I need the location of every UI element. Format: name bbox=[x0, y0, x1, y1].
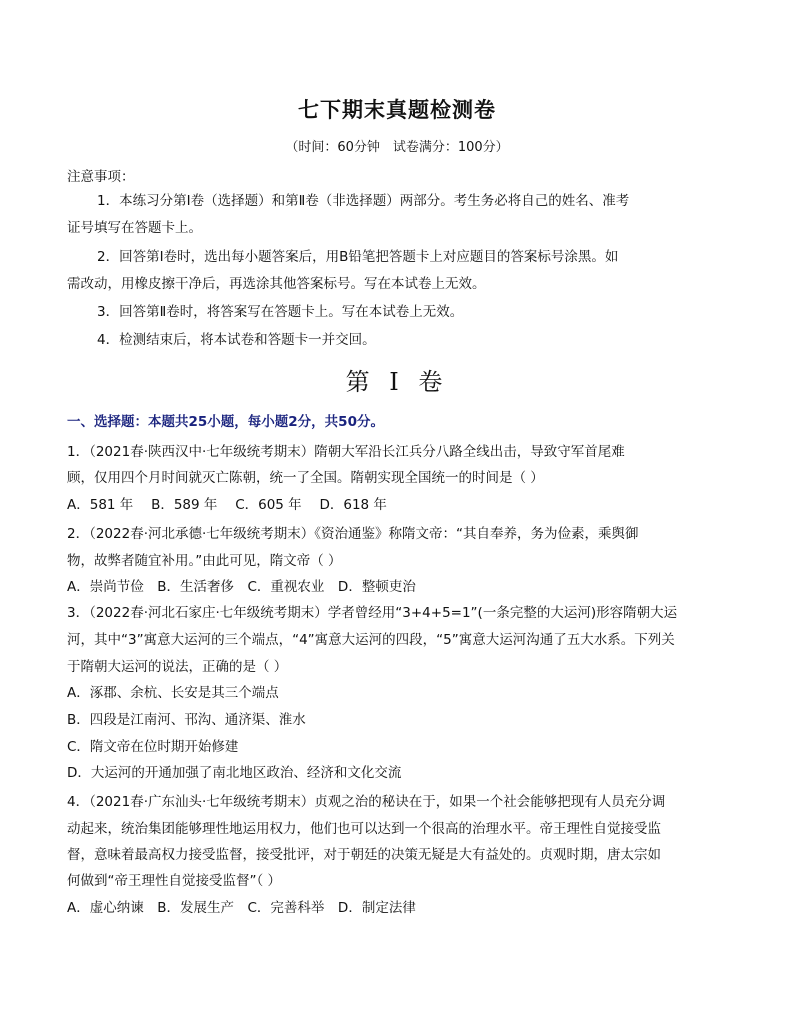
question-1-stem: 1．（2021春·陕西汉中·七年级统考期末）隋朝大军沿长江兵分八路全线出击，导致守军首尾难 bbox=[67, 444, 625, 460]
question-3-stem: 于隋朝大运河的说法，正确的是（ ） bbox=[67, 659, 288, 675]
question-1-options: A．581 年 B．589 年 C．605 年 D．618 年 bbox=[67, 497, 387, 513]
notes-heading: 注意事项： bbox=[67, 169, 135, 185]
question-2-stem: 2．（2022春·河北承德·七年级统考期末）《资治通鉴》称隋文帝：“其自奉养，务为俭素，乘舆御 bbox=[67, 526, 639, 542]
question-4-options: A．虚心纳谏 B．发展生产 C．完善科举 D．制定法律 bbox=[67, 900, 416, 916]
exam-info: （时间：60分钟 试卷满分：100分） bbox=[285, 140, 509, 155]
question-4-stem: 何做到“帝王理性自觉接受监督”（ ） bbox=[67, 873, 282, 889]
note-line: 2．回答第Ⅰ卷时，选出每小题答案后，用B铅笔把答题卡上对应题目的答案标号涂黑。如 bbox=[97, 249, 619, 265]
question-3-option-b: B．四段是江南河、邗沟、通济渠、淮水 bbox=[67, 712, 306, 728]
question-3-option-c: C．隋文帝在位时期开始修建 bbox=[67, 739, 239, 755]
part-heading: 一、选择题：本题共25小题，每小题2分，共50分。 bbox=[67, 414, 384, 430]
question-3-option-a: A．涿郡、余杭、长安是其三个端点 bbox=[67, 685, 279, 701]
question-2-stem: 物，故弊者随宜补用。”由此可见，隋文帝（ ） bbox=[67, 553, 342, 569]
note-line: 证号填写在答题卡上。 bbox=[67, 220, 202, 236]
question-3-option-d: D．大运河的开通加强了南北地区政治、经济和文化交流 bbox=[67, 765, 402, 781]
page-title: 七下期末真题检测卷 bbox=[298, 98, 496, 122]
question-3-stem: 河，其中“3”寓意大运河的三个端点，“4”寓意大运河的四段，“5”寓意大运河沟通了五大水系。下列关 bbox=[67, 632, 675, 648]
note-line: 1．本练习分第Ⅰ卷（选择题）和第Ⅱ卷（非选择题）两部分。考生务必将自己的姓名、准考 bbox=[97, 193, 630, 209]
note-line: 4．检测结束后，将本试卷和答题卡一并交回。 bbox=[97, 332, 376, 348]
section-title: 第 I 卷 bbox=[345, 368, 449, 396]
note-line: 3．回答第Ⅱ卷时，将答案写在答题卡上。写在本试卷上无效。 bbox=[97, 304, 464, 320]
question-4-stem: 督，意味着最高权力接受监督，接受批评，对于朝廷的决策无疑是大有益处的。贞观时期，唐太宗如 bbox=[67, 847, 661, 863]
question-3-stem: 3．（2022春·河北石家庄·七年级统考期末）学者曾经用“3+4+5=1”(一条完整的大运河)形容隋朝大运 bbox=[67, 605, 678, 621]
question-4-stem: 动起来，统治集团能够理性地运用权力，他们也可以达到一个很高的治理水平。帝王理性自觉接受监 bbox=[67, 821, 661, 837]
question-1-stem: 顾，仅用四个月时间就灭亡陈朝，统一了全国。隋朝实现全国统一的时间是（ ） bbox=[67, 470, 544, 486]
question-4-stem: 4．（2021春·广东汕头·七年级统考期末）贞观之治的秘诀在于，如果一个社会能够把现有人员充分调 bbox=[67, 794, 666, 810]
question-2-options: A．崇尚节俭 B．生活奢侈 C．重视农业 D．整顿吏治 bbox=[67, 579, 416, 595]
note-line: 需改动，用橡皮擦干净后，再选涂其他答案标号。写在本试卷上无效。 bbox=[67, 276, 486, 292]
